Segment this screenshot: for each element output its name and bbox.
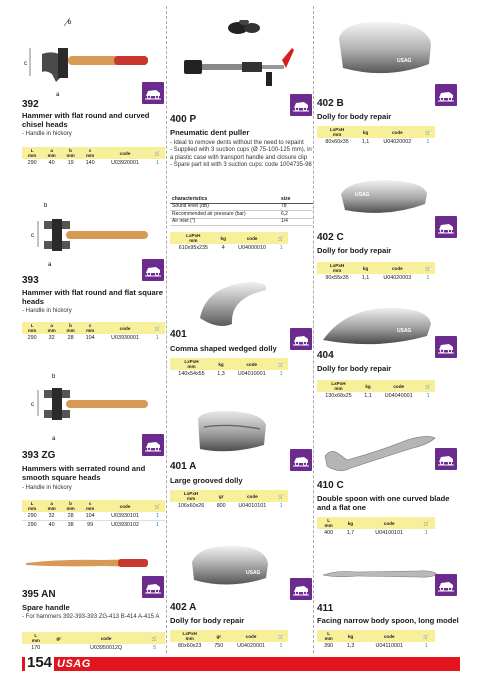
product-code: 402 A [170, 602, 197, 613]
table-cell: U04010101 [238, 503, 267, 509]
product-description [22, 485, 165, 492]
bodywork-category-icon [435, 448, 457, 470]
table-cell: 32 [48, 335, 55, 341]
dim-label-c: c [31, 402, 34, 408]
grooved-dolly-image [170, 405, 280, 461]
col-header: c mm [80, 500, 100, 512]
table-cell: U04020003 [383, 275, 412, 281]
table-cell: 1,1 [361, 139, 370, 145]
table-cell: 290 [22, 521, 42, 530]
table-row [170, 211, 313, 219]
table-cell: 1 [426, 139, 430, 145]
description-line: - For hammers 392-393-393 ZG-413 B-414 A-415 A [22, 614, 160, 620]
col-header: gr [50, 632, 68, 644]
table-cell: 4 [221, 245, 225, 251]
table-cell: 80x60x35 [325, 139, 349, 145]
spec-table [317, 630, 435, 650]
cart-icon: 🛒 [150, 322, 165, 334]
table-cell: U03930101 [111, 513, 139, 519]
usag-engraving: USAG [246, 570, 261, 576]
table-cell: 1/4 [279, 218, 313, 226]
col-header: a mm [42, 322, 61, 334]
col-header: code [100, 147, 150, 159]
table-cell: 106x60x26 [177, 503, 205, 509]
col-header: code [374, 126, 421, 138]
table-row [170, 502, 288, 510]
table-cell: 130x68x25 [325, 393, 352, 399]
table-cell: U03930102 [100, 521, 150, 530]
product-code: 400 P [170, 114, 197, 125]
double-spoon-image [317, 426, 441, 478]
dim-label-a: a [48, 262, 52, 267]
table-cell: U04020002 [383, 139, 412, 145]
col-header: LxPxH mm [170, 232, 217, 244]
col-header: code [230, 232, 275, 244]
table-row [317, 529, 435, 537]
col-header: b mm [61, 322, 80, 334]
bodywork-category-icon [142, 259, 164, 281]
col-header: kg [357, 262, 374, 274]
table-cell: 1 [279, 371, 283, 377]
product-code: 402 C [317, 232, 344, 243]
col-header: L mm [22, 500, 42, 512]
table-cell: 1 [155, 335, 159, 341]
bodywork-category-icon [142, 434, 164, 456]
product-description [22, 614, 165, 621]
dolly-404-image [317, 296, 441, 348]
bodywork-category-icon [435, 216, 457, 238]
table-row [317, 642, 435, 650]
bodywork-category-icon [290, 578, 312, 600]
dim-label-c: c [31, 233, 34, 239]
dim-label-c: c [24, 61, 27, 67]
bodywork-category-icon [142, 576, 164, 598]
cart-icon: 🛒 [421, 380, 435, 392]
col-header: L mm [22, 147, 42, 159]
col-header: LxPxH mm [317, 262, 357, 274]
product-title: Facing narrow body spoon, long model [317, 616, 459, 625]
table-row [170, 203, 313, 211]
col-header: LxPxH mm [317, 126, 357, 138]
table-cell: 38 [61, 521, 80, 530]
product-title: Dolly for body repair [317, 364, 392, 373]
cart-icon: 🛒 [150, 147, 165, 159]
col-header: code [68, 632, 145, 644]
table-cell: 390 [324, 643, 334, 649]
spec-table [170, 358, 288, 378]
dolly-402c-image [317, 172, 441, 222]
product-description [22, 308, 165, 315]
description-line: - Spare part kit with 3 suction cups: code 1004735-98 [170, 162, 312, 169]
table-cell: Air inlet (") [170, 218, 279, 226]
table-cell: 40 [42, 521, 61, 530]
col-header: gr [209, 630, 228, 642]
dim-label-a: a [52, 436, 56, 442]
product-title: Comma shaped wedged dolly [170, 344, 277, 353]
col-header: kg [340, 517, 361, 529]
table-cell: 140x54x55 [178, 371, 205, 377]
characteristics-table [170, 196, 313, 226]
table-cell: 1 [424, 530, 428, 536]
col-header: b mm [61, 500, 80, 512]
table-cell: U04010001 [237, 371, 266, 377]
table-cell: 1 [155, 160, 159, 166]
table-cell: 78 [279, 203, 313, 211]
dim-label-b: b [44, 203, 48, 209]
narrow-spoon-image [317, 562, 441, 586]
description-line: - Handle in hickory [22, 131, 72, 137]
spare-handle-image [22, 554, 152, 574]
spec-table [170, 490, 288, 510]
col-header: b mm [61, 147, 80, 159]
bodywork-category-icon [435, 574, 457, 596]
table-cell: U03930001 [111, 335, 139, 341]
usag-engraving: USAG [355, 192, 370, 198]
table-row [22, 521, 165, 530]
table-cell: 19 [67, 160, 74, 166]
col-header: code [374, 262, 421, 274]
bodywork-category-icon [435, 336, 457, 358]
table-cell: 99 [80, 521, 100, 530]
table-cell: 1 [279, 245, 283, 251]
product-description [22, 131, 165, 138]
col-header: kg [217, 232, 230, 244]
table-row [22, 512, 165, 521]
col-header: code [229, 358, 274, 370]
spec-table [170, 232, 288, 252]
table-cell: 28 [67, 513, 74, 519]
bodywork-category-icon [290, 449, 312, 471]
table-cell: U03950012Q [90, 645, 123, 651]
table-cell: 1 [279, 643, 283, 649]
table-cell: 1 [424, 643, 428, 649]
brand-logo: USAG [57, 658, 91, 670]
table-cell: Sound level (dB) [170, 203, 279, 211]
spec-table [22, 147, 165, 167]
product-title: Hammer with flat round and flat square heads [22, 288, 163, 306]
col-header: a mm [42, 147, 61, 159]
col-header: kg [213, 358, 229, 370]
table-row [22, 159, 165, 167]
table-cell: 610x95x235 [178, 245, 209, 251]
column-divider [313, 6, 314, 653]
col-header: L mm [22, 322, 42, 334]
spec-table [317, 380, 435, 400]
hammer-392-image [22, 16, 154, 96]
col-header: LxPxH mm [170, 490, 212, 502]
col-header: code [230, 490, 274, 502]
cart-icon: 🛒 [274, 490, 288, 502]
product-code: 411 [317, 603, 334, 614]
cart-icon: 🛒 [274, 358, 288, 370]
product-title: Dolly for body repair [170, 616, 245, 625]
col-header: code [361, 630, 418, 642]
spec-table [170, 630, 288, 650]
product-code: 410 C [317, 480, 344, 491]
bodywork-category-icon [290, 94, 312, 116]
table-cell: 290 [27, 513, 37, 519]
table-cell: U04020001 [237, 643, 265, 649]
table-cell: 1,1 [361, 275, 370, 281]
table-row [22, 334, 165, 342]
product-title: Hammers with serrated round and smooth square heads [22, 464, 146, 482]
product-title: Dolly for body repair [317, 246, 392, 255]
col-header: kg [357, 126, 374, 138]
table-cell: 170 [31, 645, 41, 651]
product-code: 404 [317, 350, 334, 361]
col-header: LxPxH mm [317, 380, 360, 392]
product-title: Double spoon with one curved blade and a flat one [317, 494, 450, 512]
col-header: code [361, 517, 418, 529]
cart-icon: 🛒 [421, 262, 435, 274]
col-header: code [228, 630, 274, 642]
product-code: 395 AN [22, 589, 56, 600]
table-row [170, 370, 288, 378]
table-cell: 1,1 [364, 393, 372, 399]
product-title: Hammer with flat round and curved chisel heads [22, 111, 150, 129]
description-line: - Handle in hickory [22, 308, 72, 314]
table-cell: 290 [27, 160, 37, 166]
product-title: Spare handle [22, 603, 70, 612]
col-header: kg [360, 380, 376, 392]
dolly-402a-image [170, 540, 280, 596]
product-title: Pneumatic dent puller [170, 128, 250, 137]
table-cell: characteristics [170, 196, 279, 203]
hammer-393-image [22, 197, 154, 267]
table-cell: 750 [214, 643, 224, 649]
comma-dolly-image [170, 268, 280, 332]
hammer-393zg-image [22, 370, 154, 442]
table-cell: U04040001 [384, 393, 413, 399]
table-cell: Recommended air pressure (bar) [170, 211, 279, 219]
bodywork-category-icon [435, 84, 457, 106]
cart-icon: 🛒 [274, 630, 288, 642]
spec-table [22, 322, 165, 342]
product-code: 402 B [317, 98, 344, 109]
description-line: - Handle in hickory [22, 485, 72, 491]
cart-icon: 🛒 [417, 630, 435, 642]
product-code: 393 ZG [22, 450, 56, 461]
bodywork-category-icon [142, 82, 164, 104]
product-code: 401 [170, 329, 187, 340]
table-cell: 90x55x35 [325, 275, 349, 281]
table-cell [50, 644, 68, 652]
product-title: Dolly for body repair [317, 112, 392, 121]
table-cell: 1 [279, 503, 283, 509]
dolly-402b-image [317, 14, 441, 88]
table-cell: 1 [150, 521, 165, 530]
table-cell: 104 [85, 335, 95, 341]
table-row [170, 642, 288, 650]
col-header: gr [212, 490, 230, 502]
table-row [22, 644, 165, 652]
table-cell: U04110001 [375, 643, 403, 649]
product-code: 393 [22, 275, 39, 286]
table-cell: size [279, 196, 313, 203]
table-cell: U03920001 [111, 160, 139, 166]
table-cell: 40 [48, 160, 55, 166]
col-header: L mm [317, 630, 340, 642]
product-code: 401 A [170, 461, 197, 472]
table-cell: 290 [27, 335, 37, 341]
usag-engraving: USAG [397, 328, 412, 334]
table-cell: 28 [67, 335, 74, 341]
dent-puller-image [170, 20, 300, 95]
spec-table [22, 632, 165, 652]
product-description [170, 140, 313, 170]
table-cell: 5 [153, 645, 157, 651]
spec-table [22, 500, 165, 529]
cart-icon: 🛒 [144, 632, 165, 644]
table-cell: U04100101 [375, 530, 404, 536]
product-title: Large grooved dolly [170, 476, 243, 485]
table-cell: 1,3 [346, 643, 355, 649]
spec-table [317, 517, 435, 537]
product-code: 392 [22, 99, 39, 110]
table-cell: 1 [426, 275, 430, 281]
table-row [170, 244, 288, 252]
dim-label-b: b [52, 374, 56, 380]
table-cell: 800 [216, 503, 226, 509]
col-header: L mm [22, 632, 50, 644]
table-cell: U04000010 [238, 245, 267, 251]
description-line: - Supplied with 3 suction cups (Ø 75-100-125 mm), in a plastic case with transport handle and closure clip [170, 147, 312, 161]
col-header: c mm [80, 322, 100, 334]
table-cell: 6,2 [279, 211, 313, 219]
cart-icon: 🛒 [274, 232, 288, 244]
table-cell: 400 [324, 530, 334, 536]
table-cell: 1,3 [217, 371, 225, 377]
col-header: LxPxH mm [170, 358, 213, 370]
cart-icon: 🛒 [150, 500, 165, 512]
col-header: c mm [80, 147, 100, 159]
dim-label-b: b [68, 20, 72, 26]
cart-icon: 🛒 [418, 517, 435, 529]
table-cell: 80x60x23 [178, 643, 202, 649]
table-cell: 1 [426, 393, 430, 399]
usag-engraving: USAG [397, 58, 412, 64]
cart-icon: 🛒 [421, 126, 435, 138]
col-header: kg [340, 630, 361, 642]
col-header: code [376, 380, 421, 392]
table-row [317, 274, 435, 282]
col-header: code [100, 322, 150, 334]
table-row [170, 218, 313, 226]
table-row [317, 392, 435, 400]
table-cell: 1,7 [346, 530, 355, 536]
dim-label-a: a [56, 92, 60, 96]
spec-table [317, 262, 435, 282]
page-number: 154 [27, 654, 53, 671]
column-divider [166, 6, 167, 653]
col-header: a mm [42, 500, 61, 512]
col-header: LxPxH mm [170, 630, 209, 642]
col-header: L mm [317, 517, 340, 529]
table-cell: 1 [155, 513, 159, 519]
spec-table [317, 126, 435, 146]
table-row [317, 138, 435, 146]
col-header: code [100, 500, 150, 512]
table-cell: 32 [48, 513, 55, 519]
table-cell: 140 [85, 160, 95, 166]
description-line: - Ideal to remove dents without the need to repaint [170, 140, 304, 146]
table-cell: 104 [85, 513, 95, 519]
